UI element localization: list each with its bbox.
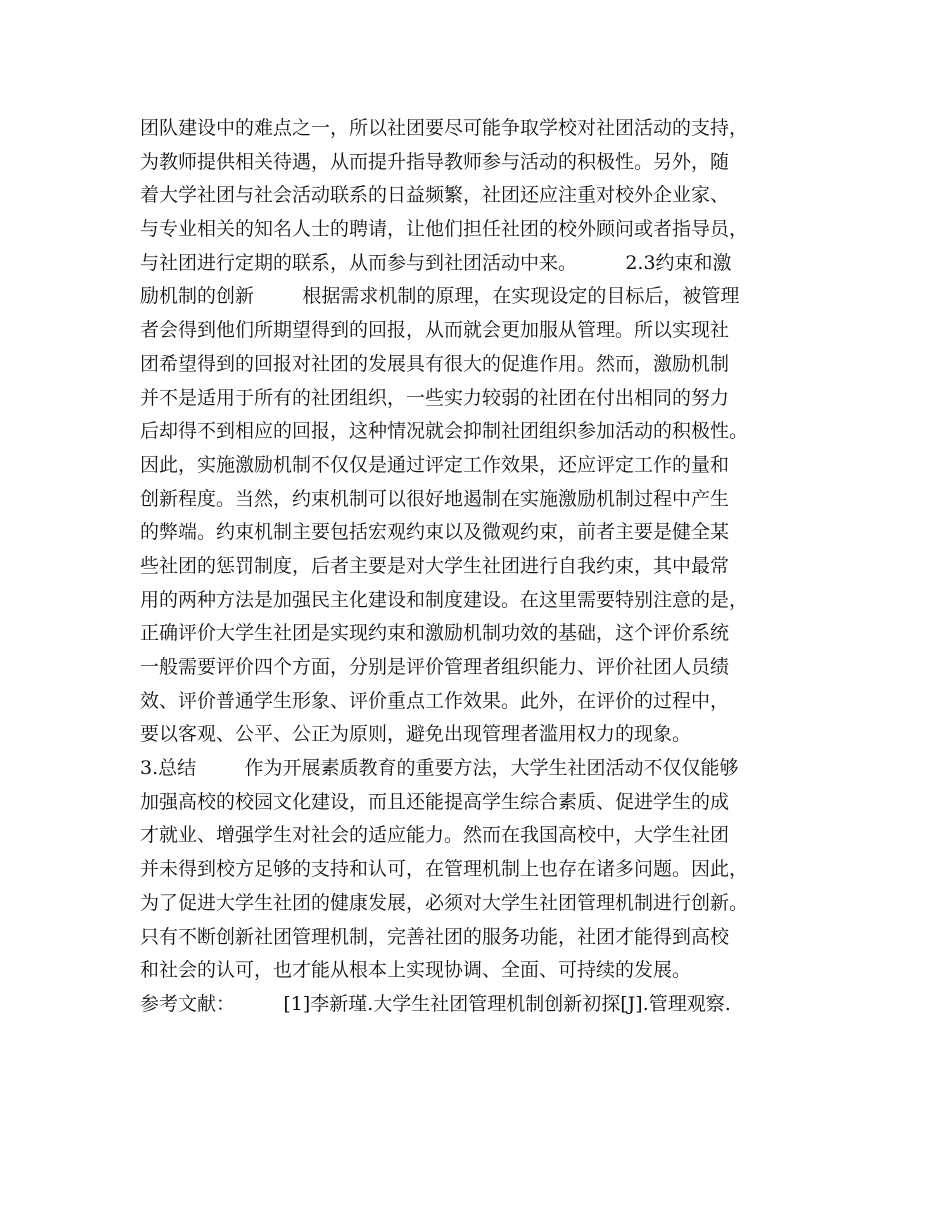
text-line: 与社团进行定期的联系，从而参与到社团活动中来。 2.3约束和激 <box>140 251 732 274</box>
text-line: 的弊端。约束机制主要包括宏观约束以及微观约束，前者主要是健全某 <box>140 521 730 544</box>
text-line: 只有不断创新社团管理机制，完善社团的服务功能，社团才能得到高校 <box>140 925 730 948</box>
body-text <box>140 112 830 1022</box>
text-line: 为了促进大学生社团的健康发展，必须对大学生社团管理机制进行创新。 <box>140 891 749 914</box>
text-line: 正确评价大学生社团是实现约束和激励机制功效的基础，这个评价系统 <box>140 622 730 645</box>
text-line: 团希望得到的回报对社团的发展具有很大的促進作用。然而，激励机制 <box>140 352 730 375</box>
text-line: 参考文献： [1]李新瑾.大学生社团管理机制创新初探[J].管理观察. <box>140 992 731 1015</box>
text-line: 与专业相关的知名人士的聘请，让他们担任社团的校外顾问或者指导员， <box>140 218 749 241</box>
text-line: 者会得到他们所期望得到的回报，从而就会更加服从管理。所以实现社 <box>140 319 730 342</box>
text-line: 创新程度。当然，约束机制可以很好地遏制在实施激励机制过程中产生 <box>140 487 730 510</box>
text-line: 加强高校的校园文化建设，而且还能提高学生综合素质、促进学生的成 <box>140 790 730 813</box>
text-line: 用的两种方法是加强民主化建设和制度建设。在这里需要特别注意的是， <box>140 588 749 611</box>
text-line: 着大学社团与社会活动联系的日益频繁，社团还应注重对校外企业家、 <box>140 184 730 207</box>
text-line: 3.总结 作为开展素质教育的重要方法，大学生社团活动不仅仅能够 <box>140 757 739 780</box>
text-line: 因此，实施激励机制不仅仅是通过评定工作效果，还应评定工作的量和 <box>140 453 730 476</box>
text-line: 励机制的创新 根据需求机制的原理，在实现设定的目标后，被管理 <box>140 285 740 308</box>
text-line: 效、评价普通学生形象、评价重点工作效果。此外，在评价的过程中， <box>140 689 730 712</box>
text-line: 并未得到校方足够的支持和认可，在管理机制上也存在诸多问题。因此， <box>140 858 749 881</box>
text-line: 团队建设中的难点之一，所以社团要尽可能争取学校对社团活动的支持， <box>140 117 749 139</box>
text-line: 并不是适用于所有的社团组织，一些实力较弱的社团在付出相同的努力 <box>140 386 730 409</box>
text-line: 为教师提供相关待遇，从而提升指导教师参与活动的积极性。另外，随 <box>140 150 730 173</box>
text-line: 和社会的认可，也才能从根本上实现协调、全面、可持续的发展。 <box>140 959 692 982</box>
text-line: 才就业、增强学生对社会的适应能力。然而在我国高校中，大学生社团 <box>140 824 730 847</box>
text-line: 一般需要评价四个方面，分别是评价管理者组织能力、评价社团人员绩 <box>140 656 730 678</box>
text-line: 要以客观、公平、公正为原则，避免出现管理者滥用权力的现象。 <box>140 723 692 746</box>
text-line: 些社团的惩罚制度，后者主要是对大学生社团进行自我约束，其中最常 <box>140 554 730 577</box>
text-line: 后却得不到相应的回报，这种情况就会抑制社团组织参加活动的积极性。 <box>140 420 749 443</box>
